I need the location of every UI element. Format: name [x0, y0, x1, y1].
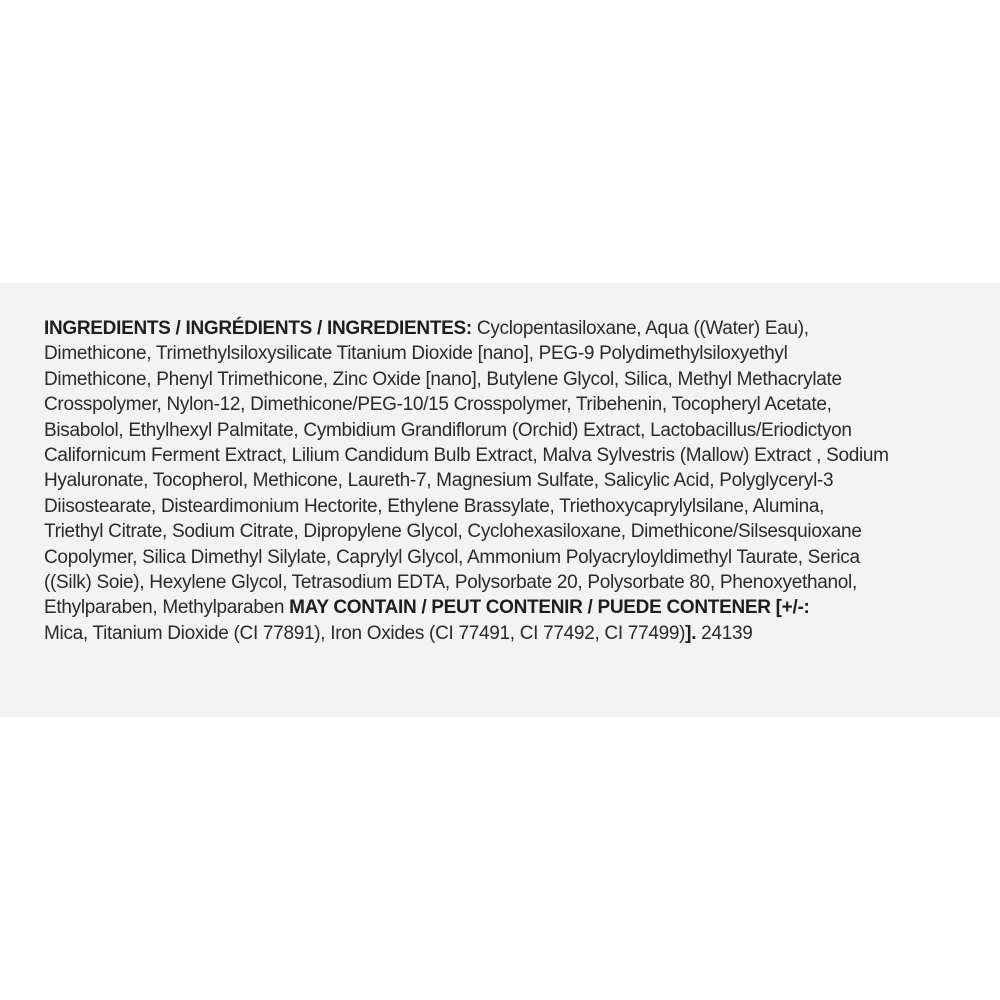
ingredients-text: Ethylparaben, Methylparaben [44, 597, 290, 619]
ingredients-line: Hyaluronate, Tocopherol, Methicone, Laureth-7, Magnesium Sulfate, Salicylic Acid, Polyglyceryl-3 [44, 470, 834, 492]
ingredients-line: Copolymer, Silica Dimethyl Silylate, Caprylyl Glycol, Ammonium Polyacryloyldimethyl Taurate, Serica [44, 546, 860, 568]
ingredients-line [44, 595, 974, 620]
ingredients-line: Triethyl Citrate, Sodium Citrate, Dipropylene Glycol, Cyclohexasiloxane, Dimethicone/Silsesquioxane [44, 521, 862, 543]
product-code: 24139 [696, 622, 753, 644]
ingredients-line: ((Silk) Soie), Hexylene Glycol, Tetrasodium EDTA, Polysorbate 20, Polysorbate 80, Phenoxyethanol, [44, 571, 857, 593]
ingredients-line: Dimethicone, Trimethylsiloxysilicate Titanium Dioxide [nano], PEG-9 Polydimethylsiloxyethyl [44, 343, 788, 365]
may-contain-heading: MAY CONTAIN / PEUT CONTENIR / PUEDE CONTENER [+/-: [289, 597, 810, 619]
ingredients-line [44, 621, 974, 646]
closing-bracket: ]. [685, 622, 697, 644]
ingredients-heading: INGREDIENTS / INGRÉDIENTS / INGREDIENTES: [44, 318, 472, 339]
ingredients-line: Diisostearate, Disteardimonium Hectorite, Ethylene Brassylate, Triethoxycaprylylsilane, Alumina, [44, 495, 825, 517]
ingredients-line: Bisabolol, Ethylhexyl Palmitate, Cymbidium Grandiflorum (Orchid) Extract, Lactobacillus/Eriodictyon [44, 419, 852, 441]
ingredients-line: Dimethicone, Phenyl Trimethicone, Zinc Oxide [nano], Butylene Glycol, Silica, Methyl Methacrylate [44, 368, 842, 390]
ingredients-line: Californicum Ferment Extract, Lilium Candidum Bulb Extract, Malva Sylvestris (Mallow) Extract , Sodium [44, 444, 889, 466]
ingredients-line: Crosspolymer, Nylon-12, Dimethicone/PEG-10/15 Crosspolymer, Tribehenin, Tocopheryl Acetate, [44, 394, 832, 416]
ingredients-text-block [44, 316, 974, 646]
ingredients-text: Cyclopentasiloxane, Aqua ((Water) Eau), [471, 318, 809, 339]
ingredients-text: Mica, Titanium Dioxide (CI 77891), Iron Oxides (CI 77491, CI 77492, CI 77499) [44, 622, 686, 644]
ingredients-line [44, 316, 974, 341]
